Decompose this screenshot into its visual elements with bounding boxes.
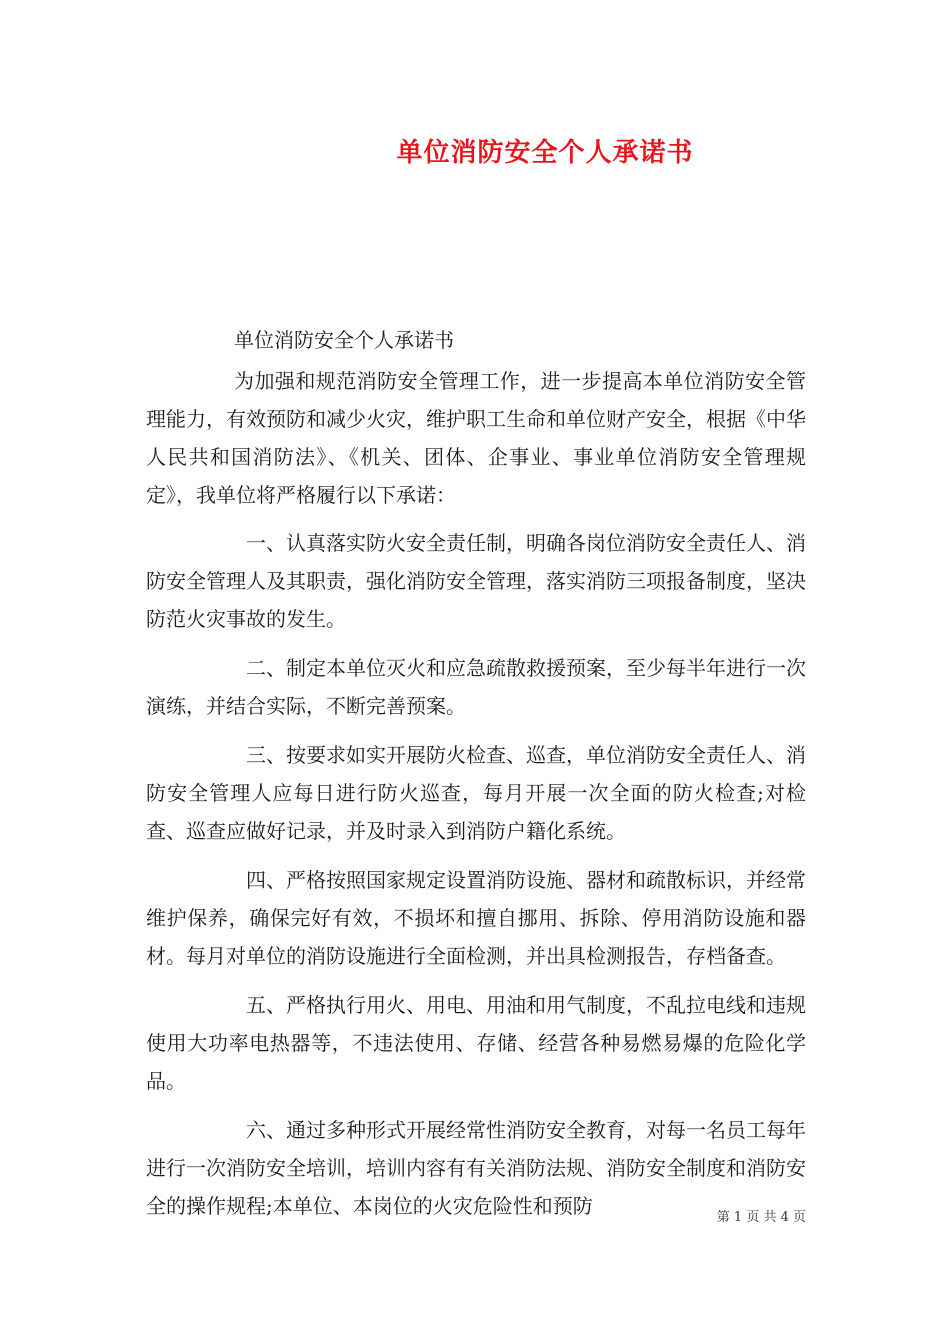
commitment-item-1: 一、认真落实防火安全责任制，明确各岗位消防安全责任人、消防安全管理人及其职责，强化消防安全管理，落实消防三项报备制度，坚决防范火灾事故的发生。 bbox=[146, 531, 806, 631]
commitment-item-6: 六、通过多种形式开展经常性消防安全教育，对每一名员工每年进行一次消防安全培训，培训内容有有关消防法规、消防安全制度和消防安全的操作规程;本单位、本岗位的火灾危险性和预防 bbox=[146, 1118, 806, 1218]
commitment-item-5: 五、严格执行用火、用电、用油和用气制度，不乱拉电线和违规使用大功率电热器等，不违法使用、存储、经营各种易燃易爆的危险化学品。 bbox=[146, 993, 806, 1093]
intro-wrapper bbox=[146, 362, 806, 514]
document-title: 单位消防安全个人承诺书 bbox=[396, 138, 694, 168]
body-heading: 单位消防安全个人承诺书 bbox=[234, 328, 454, 352]
intro-paragraph: 为加强和规范消防安全管理工作，进一步提高本单位消防安全管理能力，有效预防和减少火灾，维护职工生命和单位财产安全，根据《中华人民共和国消防法》、《机关、团体、企事业、事业单位消防安全管理规定》，我单位将严格履行以下承诺： bbox=[146, 369, 806, 507]
commitment-item-3: 三、按要求如实开展防火检查、巡查，单位消防安全责任人、消防安全管理人应每日进行防火巡查，每月开展一次全面的防火检查;对检查、巡查应做好记录，并及时录入到消防户籍化系统。 bbox=[146, 743, 806, 843]
document-body bbox=[146, 322, 806, 1236]
commitment-item-2: 二、制定本单位灭火和应急疏散救援预案，至少每半年进行一次演练，并结合实际，不断完善预案。 bbox=[146, 656, 806, 718]
commitment-item-4: 四、严格按照国家规定设置消防设施、器材和疏散标识，并经常维护保养，确保完好有效，不损坏和擅自挪用、拆除、停用消防设施和器材。每月对单位的消防设施进行全面检测，并出具检测报告，存档备查。 bbox=[146, 868, 806, 968]
page-number: 第 1 页 共 4 页 bbox=[716, 1210, 806, 1225]
